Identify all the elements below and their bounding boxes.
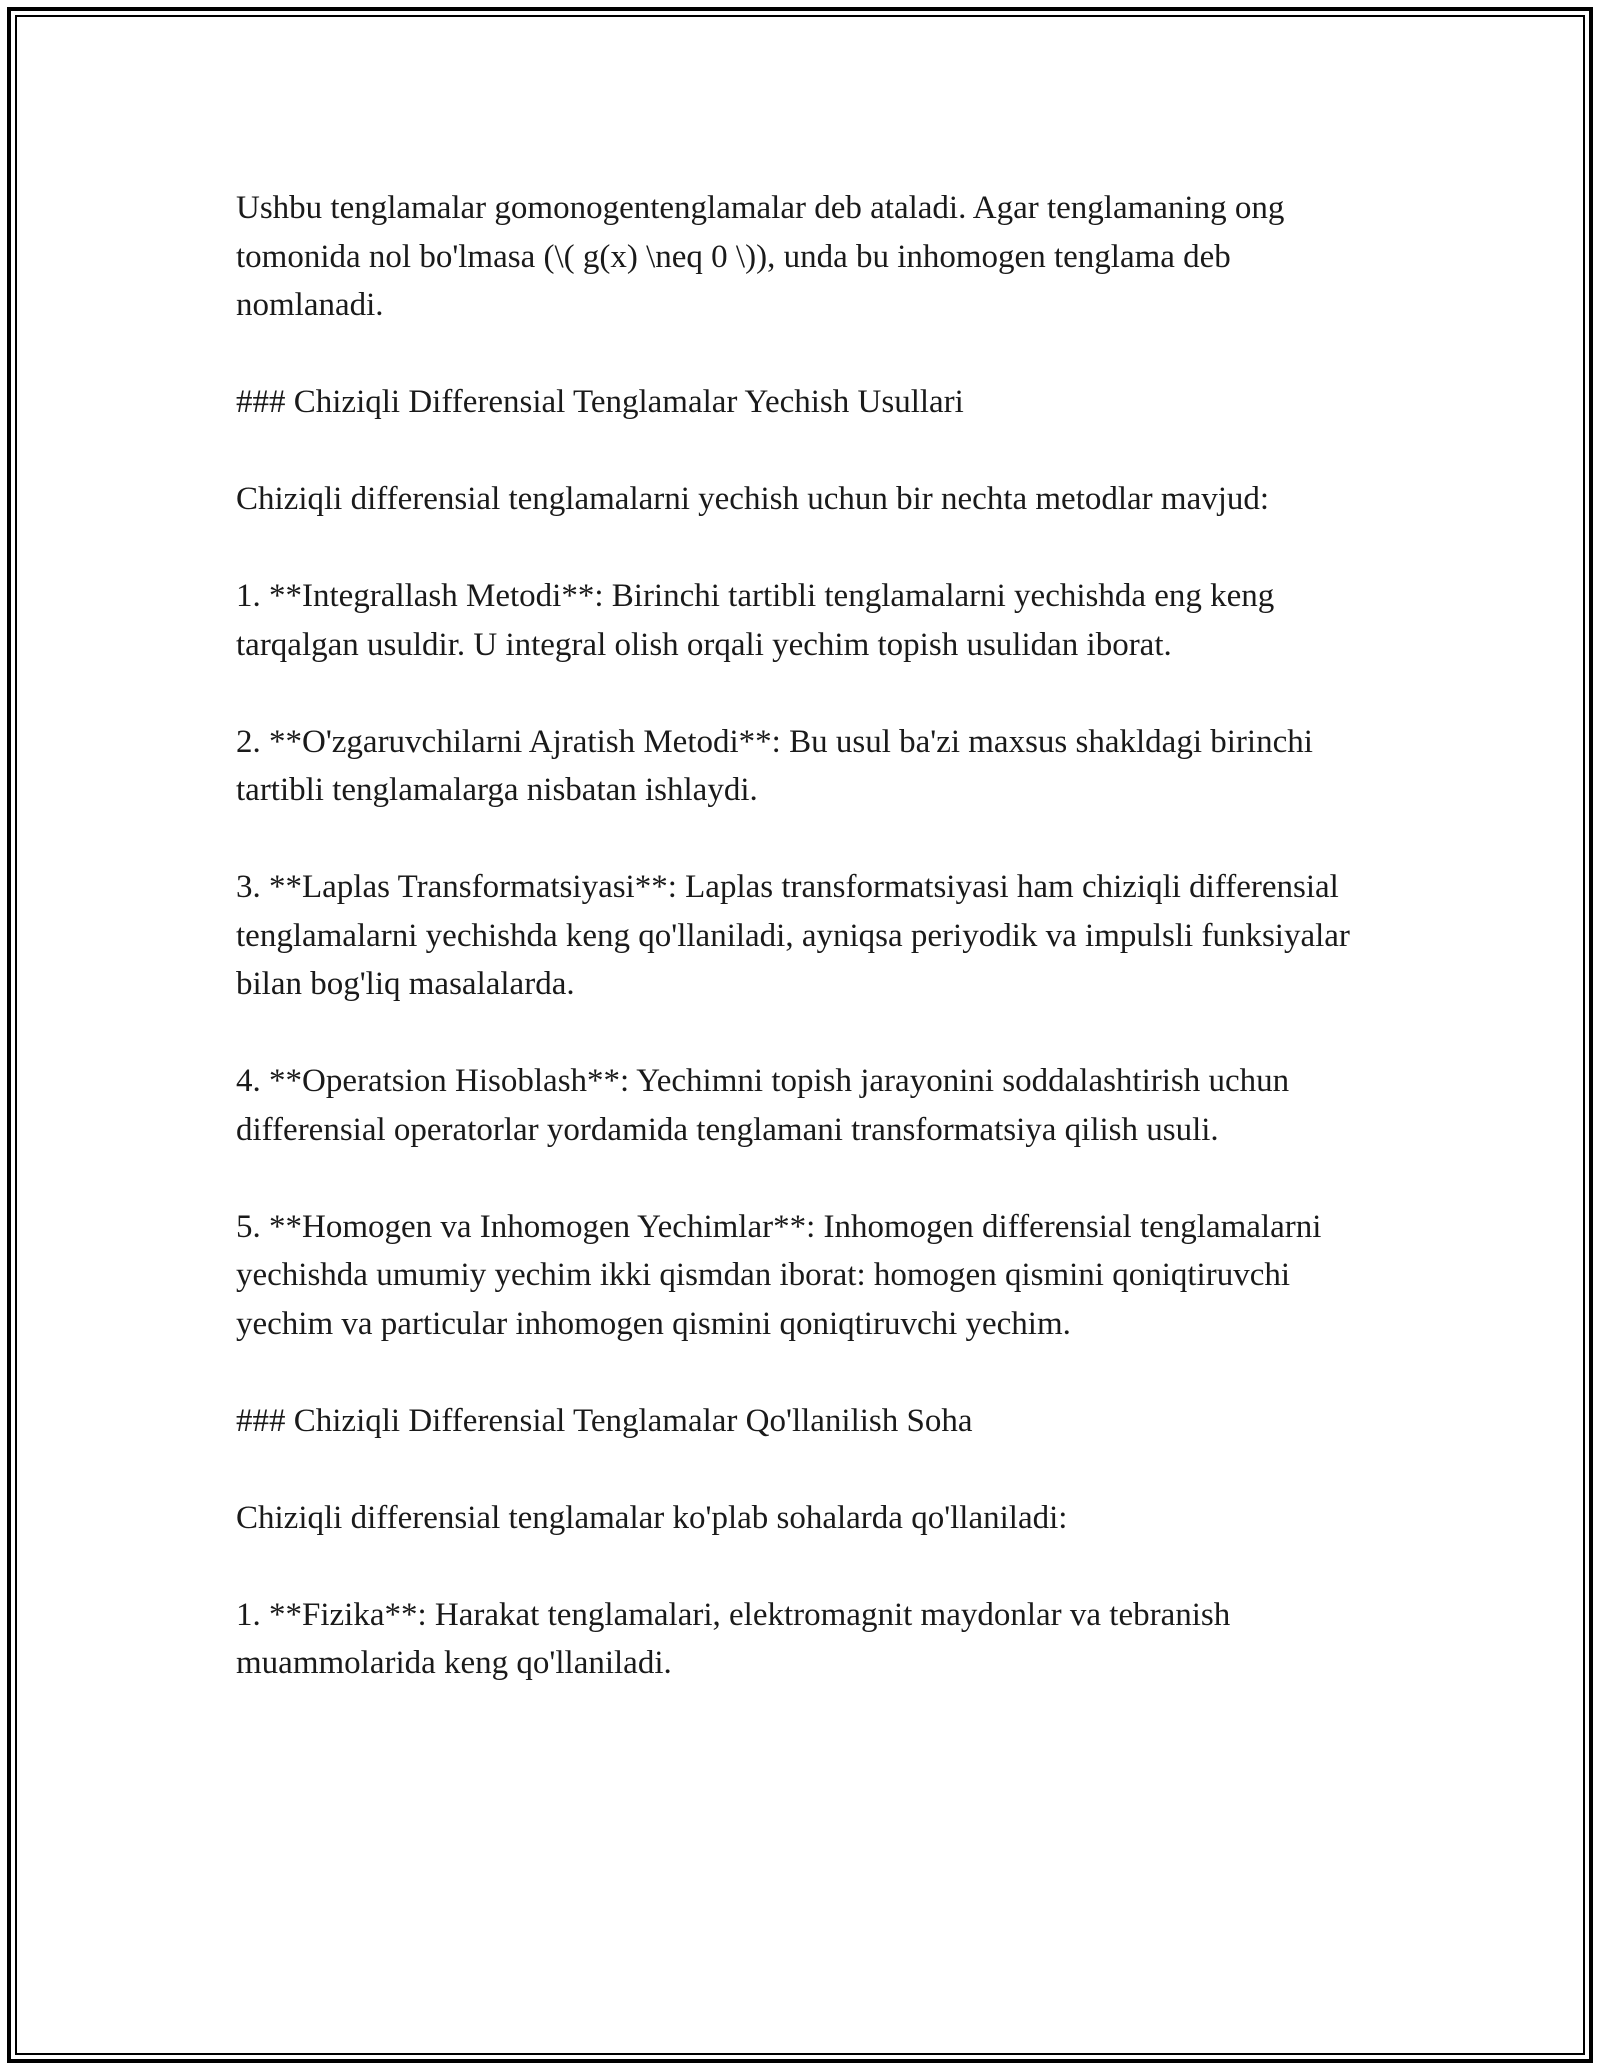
paragraph-methods-intro: Chiziqli differensial tenglamalarni yechish uchun bir nechta metodlar mavjud:	[236, 481, 1270, 517]
list-item-integration: 1. **Integrallash Metodi**: Birinchi tartibli tenglamalarni yechishda eng keng tarqalgan usuldir. U integral olish orqali yechim topish usulidan iborat.	[236, 578, 1275, 663]
paragraph-applications-intro: Chiziqli differensial tenglamalar ko'plab sohalarda qo'llaniladi:	[236, 1499, 1068, 1536]
heading-applications: ### Chiziqli Differensial Tenglamalar Qo'llanilish Soha	[236, 1402, 973, 1439]
paragraph-intro: Ushbu tenglamalar gomonogentenglamalar deb ataladi. Agar tenglamaning ong tomonida nol bo'lmasa (\( g(x) \neq 0 \)), unda bu inhomogen tenglama deb nomlanadi.	[236, 190, 1285, 323]
heading-methods: ### Chiziqli Differensial Tenglamalar Yechish Usullari	[236, 384, 964, 420]
list-item-laplace: 3. **Laplas Transformatsiyasi**: Laplas transformatsiyasi ham chiziqli differensial tenglamalarni yechishda keng qo'llaniladi, ayniqsa periyodik va impulsli funksiyalar bilan bog'liq masalalarda.	[236, 869, 1350, 1002]
list-item-physics: 1. **Fizika**: Harakat tenglamalari, elektromagnit maydonlar va tebranish muammolarida keng qo'llaniladi.	[236, 1596, 1231, 1681]
list-item-operational: 4. **Operatsion Hisoblash**: Yechimni topish jarayonini soddalashtirish uchun differensial operatorlar yordamida tenglamani transformatsiya qilish usuli.	[236, 1063, 1290, 1148]
list-item-separation: 2. **O'zgaruvchilarni Ajratish Metodi**: Bu usul ba'zi maxsus shakldagi birinchi tartibli tenglamalarga nisbatan ishlaydi.	[236, 723, 1313, 808]
list-item-homogeneous: 5. **Homogen va Inhomogen Yechimlar**: Inhomogen differensial tenglamalarni yechishda umumiy yechim ikki qismdan iborat: homogen qismini qoniqtiruvchi yechim va particular inhomogen qismini qoniqtiruvchi yechim.	[236, 1208, 1322, 1342]
document-body	[236, 184, 1376, 1688]
